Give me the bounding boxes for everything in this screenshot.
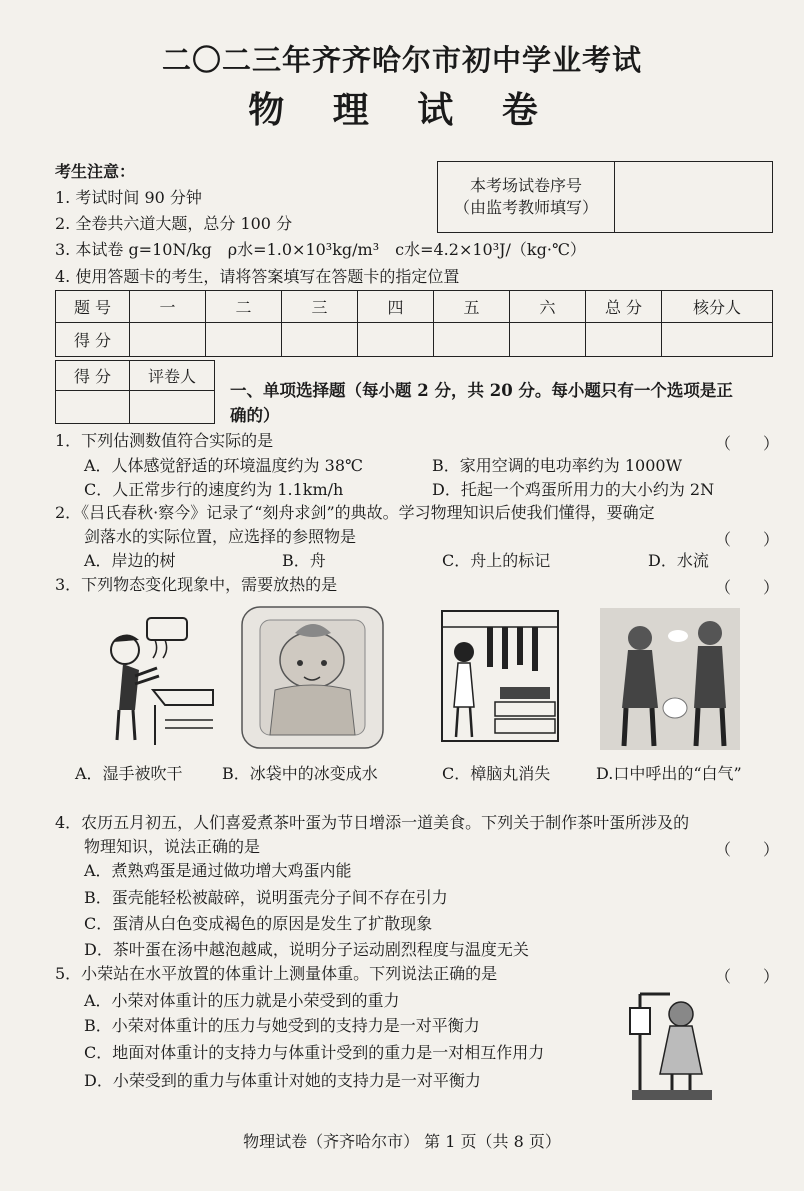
serial-number-field[interactable] xyxy=(615,162,773,233)
grader-name-label: 评卷人 xyxy=(130,361,215,391)
section-heading-cont: 确的） xyxy=(230,406,280,425)
exam-title: 二〇二三年齐齐哈尔市初中学业考试 xyxy=(161,43,642,77)
q5-option-b: B．小荣对体重计的压力与她受到的支持力是一对平衡力 xyxy=(84,1016,480,1035)
q1-option-c: C．人正常步行的速度约为 1.1km/h xyxy=(84,480,344,499)
score-cell[interactable] xyxy=(130,323,206,357)
q4-option-b: B．蛋壳能轻松被敲碎，说明蛋壳分子间不存在引力 xyxy=(84,888,448,907)
q2-stem-cont: 剑落水的实际位置，应选择的参照物是 xyxy=(84,527,357,546)
q1-option-b: B．家用空调的电功率约为 1000W xyxy=(432,456,683,475)
q1-answer-blank[interactable]: （ ） xyxy=(715,434,780,453)
grader-score-label: 得 分 xyxy=(56,361,130,391)
score-cell[interactable] xyxy=(434,323,510,357)
serial-label-line2: （由监考教师填写） xyxy=(453,198,598,217)
score-header-cell: 六 xyxy=(510,291,586,323)
breath-illustration xyxy=(600,608,740,750)
score-header-cell: 三 xyxy=(282,291,358,323)
ice-bag-illustration xyxy=(240,605,385,750)
q4-stem: 4．农历五月初五，人们喜爱煮茶叶蛋为节日增添一道美食。下列关于制作茶叶蛋所涉及的 xyxy=(55,813,690,832)
q5-answer-blank[interactable]: （ ） xyxy=(715,967,780,986)
notice-item: 4. 使用答题卡的考生，请将答案填写在答题卡的指定位置 xyxy=(55,267,460,286)
scale-girl-illustration xyxy=(626,990,718,1110)
q2-option-a: A．岸边的树 xyxy=(84,551,176,570)
score-header-cell: 四 xyxy=(358,291,434,323)
q1-option-a: A．人体感觉舒适的环境温度约为 38℃ xyxy=(84,456,363,475)
score-cell[interactable] xyxy=(510,323,586,357)
section-heading: 一、单项选择题（每小题 2 分，共 20 分。每小题只有一个选项是正 xyxy=(230,381,733,400)
score-header-cell: 总 分 xyxy=(586,291,662,323)
q3-option-c: C．樟脑丸消失 xyxy=(442,764,551,783)
notice-heading: 考生注意： xyxy=(55,162,136,181)
score-header-cell: 五 xyxy=(434,291,510,323)
q1-option-d: D．托起一个鸡蛋所用力的大小约为 2N xyxy=(432,480,715,499)
score-cell[interactable] xyxy=(586,323,662,357)
q5-stem: 5．小荣站在水平放置的体重计上测量体重。下列说法正确的是 xyxy=(55,964,498,983)
q5-option-a: A．小荣对体重计的压力就是小荣受到的重力 xyxy=(84,991,400,1010)
score-table xyxy=(55,290,773,357)
score-header-cell: 一 xyxy=(130,291,206,323)
q2-option-b: B．舟 xyxy=(282,551,326,570)
score-header-cell: 二 xyxy=(206,291,282,323)
q2-option-c: C．舟上的标记 xyxy=(442,551,551,570)
notice-item: 1. 考试时间 90 分钟 xyxy=(55,188,202,207)
q4-option-c: C．蛋清从白色变成褐色的原因是发生了扩散现象 xyxy=(84,914,433,933)
q3-answer-blank[interactable]: （ ） xyxy=(715,578,780,597)
score-cell[interactable] xyxy=(206,323,282,357)
q3-option-b: B．冰袋中的冰变成水 xyxy=(222,764,378,783)
q5-option-d: D．小荣受到的重力与体重计对她的支持力是一对平衡力 xyxy=(84,1071,481,1090)
q1-stem: 1．下列估测数值符合实际的是 xyxy=(55,431,274,450)
serial-label-line1: 本考场试卷序号 xyxy=(469,176,582,195)
q4-option-a: A．煮熟鸡蛋是通过做功增大鸡蛋内能 xyxy=(84,861,352,880)
q4-stem-cont: 物理知识，说法正确的是 xyxy=(84,837,261,856)
q4-option-d: D．茶叶蛋在汤中越泡越咸，说明分子运动剧烈程度与温度无关 xyxy=(84,940,529,959)
page-footer: 物理试卷（齐齐哈尔市） 第 1 页（共 8 页） xyxy=(243,1132,561,1151)
score-header-cell: 题 号 xyxy=(56,291,130,323)
score-cell[interactable] xyxy=(358,323,434,357)
score-cell[interactable] xyxy=(282,323,358,357)
serial-number-box xyxy=(437,161,773,233)
q4-answer-blank[interactable]: （ ） xyxy=(715,840,780,859)
notice-item: 2. 全卷共六道大题，总分 100 分 xyxy=(55,214,293,233)
score-cell[interactable] xyxy=(662,323,773,357)
grader-name-cell[interactable] xyxy=(130,391,215,424)
q5-option-c: C．地面对体重计的支持力与体重计受到的重力是一对相互作用力 xyxy=(84,1043,545,1062)
hand-dryer-illustration xyxy=(95,610,215,745)
grader-box xyxy=(55,360,215,424)
notice-item: 3. 本试卷 g=10N/kg ρ水=1.0×10³kg/m³ c水=4.2×10³J/（kg·℃） xyxy=(55,240,586,259)
q3-stem: 3．下列物态变化现象中，需要放热的是 xyxy=(55,575,338,594)
grader-score-cell[interactable] xyxy=(56,391,130,424)
q2-option-d: D．水流 xyxy=(648,551,709,570)
wardrobe-illustration xyxy=(440,607,560,747)
q2-answer-blank[interactable]: （ ） xyxy=(715,530,780,549)
score-header-cell: 核分人 xyxy=(662,291,773,323)
paper-title: 物 理 试 卷 xyxy=(248,89,556,131)
score-row-label: 得 分 xyxy=(56,323,130,357)
q3-option-d: D.口中呼出的“白气” xyxy=(596,764,742,783)
q3-option-a: A．湿手被吹干 xyxy=(75,764,183,783)
q2-stem: 2．《吕氏春秋·察今》记录了“刻舟求剑”的典故。学习物理知识后使我们懂得，要确定 xyxy=(55,503,655,522)
